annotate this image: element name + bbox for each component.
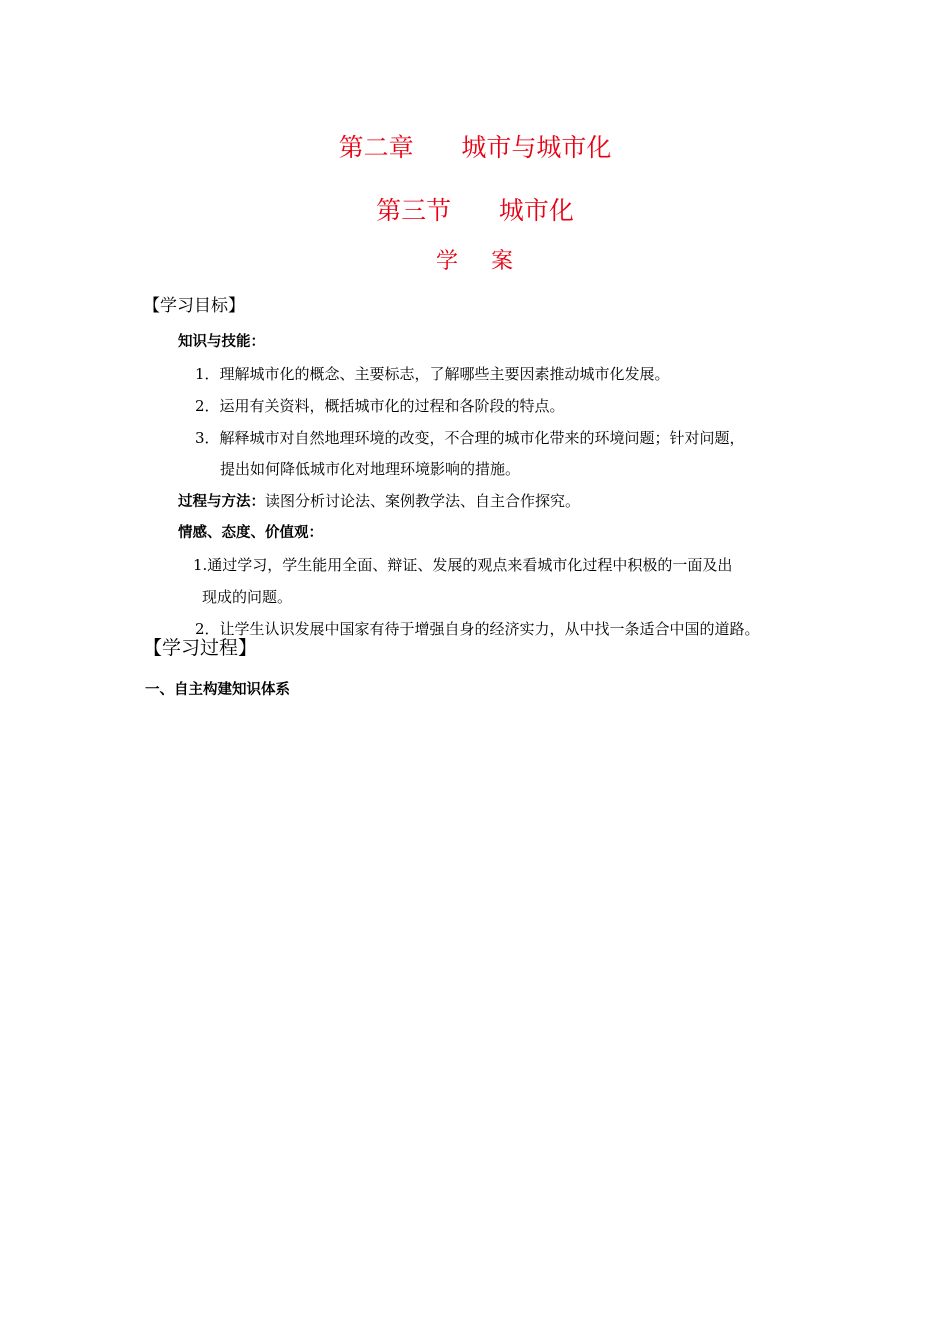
process-method-line: [178, 490, 580, 513]
knowledge-item-3: 3．解释城市对自然地理环境的改变，不合理的城市化带来的环境问题；针对问题，: [195, 429, 745, 447]
emotion-item-1-cont: 现成的问题。: [202, 588, 293, 606]
emotion-item-2: 2．让学生认识发展中国家有待于增强自身的经济实力，从中找一条适合中国的道路。: [195, 620, 760, 638]
process-text: 读图分析讨论法、案例教学法、自主合作探究。: [265, 492, 581, 510]
knowledge-item-1: 1．理解城市化的概念、主要标志，了解哪些主要因素推动城市化发展。: [195, 365, 670, 383]
emotion-label: 情感、态度、价值观：: [178, 525, 323, 541]
process-subheading: 一、自主构建知识体系: [145, 682, 290, 698]
emotion-item-1: 1.通过学习，学生能用全面、辩证、发展的观点来看城市化过程中积极的一面及出: [193, 556, 733, 574]
section-title: 第三节 城市化: [376, 196, 574, 225]
process-label: 过程与方法：: [178, 494, 265, 510]
objectives-heading: 【学习目标】: [143, 296, 245, 316]
chapter-title: 第二章 城市与城市化: [338, 133, 612, 162]
knowledge-label: 知识与技能：: [178, 334, 265, 350]
knowledge-item-2: 2．运用有关资料，概括城市化的过程和各阶段的特点。: [195, 397, 565, 415]
doc-type-title: 学 案: [436, 249, 514, 274]
knowledge-item-3-cont: 提出如何降低城市化对地理环境影响的措施。: [220, 460, 521, 478]
process-heading: 【学习过程】: [143, 637, 258, 659]
